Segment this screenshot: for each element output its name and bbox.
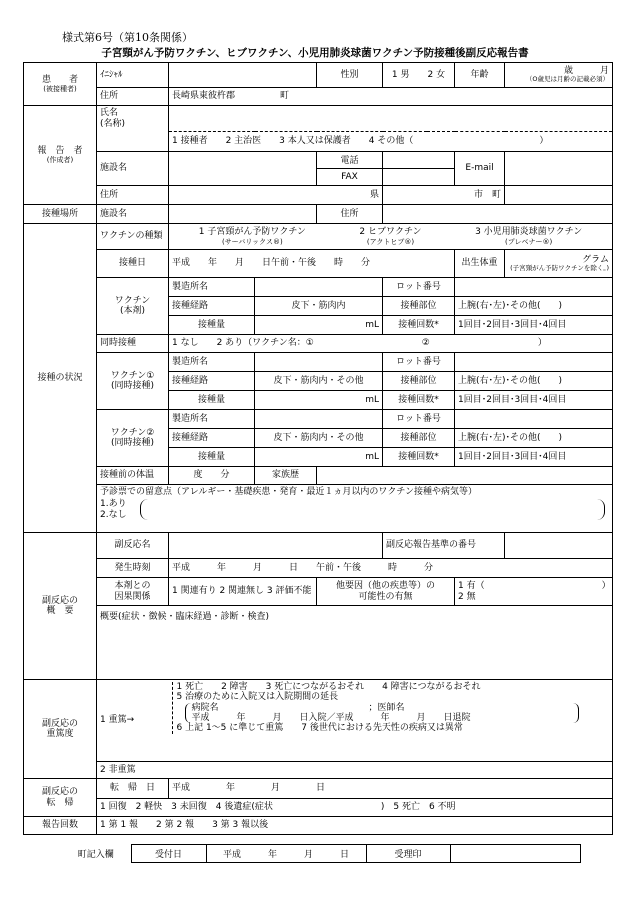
date-label: 接種日 <box>97 250 169 278</box>
summary-label: 概要(症状・徴候・臨床経過・診断・検査) <box>97 606 383 628</box>
received-date[interactable]: 平成 年 月 日 <box>206 845 366 863</box>
town-section <box>61 844 581 863</box>
severity-section: 副反応の 重篤度 <box>24 680 97 779</box>
sex-options[interactable]: 1 男 2 女 <box>383 63 455 88</box>
criteria-field[interactable] <box>505 533 613 559</box>
initial-label: ｲﾆｼｬﾙ <box>97 63 169 88</box>
non-serious-option[interactable]: 2 非重篤 <box>97 762 613 779</box>
vac2-site-field[interactable]: 上腕(右･左)･その他( ) <box>455 429 613 448</box>
vac2-maker-label: 製造所名 <box>169 410 255 429</box>
temp-label: 接種前の体温 <box>97 467 169 485</box>
stamp-label: 受理印 <box>366 845 450 863</box>
reporter-facility-field[interactable] <box>169 152 317 186</box>
page-title: 子宮頸がん予防ワクチン、ヒブワクチン、小児用肺炎球菌ワクチン予防接種後副反応報告書 <box>101 47 529 59</box>
notes-field[interactable]: 予診票での留意点（アレルギー・基礎疾患・発育・最近１ヵ月以内のワクチン接種や病気等） 1.あり 2.なし <box>97 485 613 533</box>
place-facility-field[interactable] <box>169 205 317 224</box>
report-count-label: 報告回数 <box>24 817 97 835</box>
other-cause-label: 他要因（他の疾患等）の 可能性の有無 <box>317 578 455 606</box>
outcome-date-field[interactable]: 平成 年 月 日 <box>169 779 613 799</box>
main-vaccine-label: ワクチン (本剤) <box>97 278 169 335</box>
vac2-maker-field[interactable] <box>255 410 383 429</box>
causal-label: 本剤との 因果関係 <box>97 578 169 606</box>
route-label: 接種経路 <box>169 297 255 316</box>
temp-field[interactable]: 度 分 <box>169 467 255 485</box>
other-cause-field[interactable]: 1 有（ ） 2 無 <box>455 578 613 606</box>
weight-label: 出生体重 <box>455 250 505 278</box>
reporter-facility-label: 施設名 <box>97 152 169 186</box>
age-label: 年齢 <box>455 63 505 88</box>
patient-address-field[interactable]: 長崎県東彼杵郡 町 <box>169 88 613 106</box>
vac2-count-field[interactable]: 1回目･2回目･3回目･4回目 <box>455 448 613 467</box>
form-number: 様式第6号（第10条関係） <box>62 31 193 44</box>
tel-label: 電話 <box>317 153 382 169</box>
vac2-lot-label: ロット番号 <box>383 410 455 429</box>
stamp-field[interactable] <box>450 845 580 863</box>
report-count-options[interactable]: 1 第 1 報 2 第 2 報 3 第 3 報以後 <box>97 817 613 835</box>
vac1-dose-label: 接種量 <box>169 391 255 410</box>
onset-field[interactable]: 平成 年 月 日 午前・午後 時 分 <box>169 559 613 578</box>
weight-field[interactable]: グラム (子宮頸がん予防ワクチンを除く。) <box>505 250 613 278</box>
vac1-site-field[interactable]: 上腕(右･左)･その他( ) <box>455 372 613 391</box>
causal-field[interactable]: 1 関連有り 2 関連無し 3 評価不能 <box>169 578 317 606</box>
serious-options[interactable]: 1 死亡 2 障害 3 死亡につながるおそれ 4 障害につながるおそれ 5 治療のために入院又は入院期間の延長 病院名 ；医師名 平成 年 月 日入院／平成 年 月 日退院 6 上記 1～5 に準じて重篤 7 後世代における先天性の疾病又は異常 <box>169 680 613 762</box>
vac1-route-label: 接種経路 <box>169 372 255 391</box>
place-address-field[interactable] <box>383 205 613 224</box>
serious-label: 1 重篤→ <box>97 680 169 762</box>
family-field[interactable] <box>317 467 613 485</box>
maker-label: 製造所名 <box>169 278 255 297</box>
vac2-dose-label: 接種量 <box>169 448 255 467</box>
outcome-options[interactable]: 1 回復 2 軽快 3 未回復 4 後遺症(症状 ) 5 死亡 6 不明 <box>97 799 613 817</box>
reaction-name-label: 副反応名 <box>97 533 169 559</box>
simul-field[interactable]: 1 なし 2 あり（ワクチン名：① ② ） <box>169 335 613 353</box>
tel-field[interactable] <box>383 153 454 169</box>
reporter-section: 報 告 者 (作成者) <box>24 106 97 205</box>
place-address-label: 住所 <box>317 205 383 224</box>
patient-address-label: 住所 <box>97 88 169 106</box>
email-field[interactable] <box>505 152 613 186</box>
vac2-route-label: 接種経路 <box>169 429 255 448</box>
status-section: 接種の状況 <box>24 224 97 533</box>
outcome-section: 副反応の 転 帰 <box>24 779 97 817</box>
vac1-maker-label: 製造所名 <box>169 353 255 372</box>
vac2-label: ワクチン② (同時接種) <box>97 410 169 467</box>
reaction-section: 副反応の 概 要 <box>24 533 97 680</box>
criteria-label: 副反応報告基準の番号 <box>383 533 505 559</box>
vac1-count-field[interactable]: 1回目･2回目･3回目･4回目 <box>455 391 613 410</box>
vac1-maker-field[interactable] <box>255 353 383 372</box>
patient-section: 患 者 (被接種者) <box>24 63 97 106</box>
onset-label: 発生時刻 <box>97 559 169 578</box>
route-field[interactable]: 皮下・筋肉内 <box>255 297 383 316</box>
sex-label: 性別 <box>317 63 383 88</box>
vac2-route-field[interactable]: 皮下・筋肉内・その他 <box>255 429 383 448</box>
reporter-name-label: 氏名 (名称) <box>97 106 169 132</box>
fax-label: FAX <box>341 171 358 182</box>
lot-field[interactable] <box>455 278 613 297</box>
site-field[interactable]: 上腕(右･左)･その他( ) <box>455 297 613 316</box>
vac1-route-field[interactable]: 皮下・筋肉内・その他 <box>255 372 383 391</box>
email-label: E-mail <box>455 152 505 186</box>
reporter-address-label: 住所 <box>97 186 169 205</box>
site-label: 接種部位 <box>383 297 455 316</box>
report-form <box>23 62 613 835</box>
maker-field[interactable] <box>255 278 383 297</box>
count-field[interactable]: 1回目･2回目･3回目･4回目 <box>455 316 613 335</box>
age-field[interactable]: 歳 月 （O歳児は月齢の記載必須） <box>505 63 613 88</box>
dose-label: 接種量 <box>169 316 255 335</box>
vac1-count-label: 接種回数* <box>383 391 455 410</box>
vac1-lot-label: ロット番号 <box>383 353 455 372</box>
place-facility-label: 施設名 <box>97 205 169 224</box>
family-label: 家族歴 <box>255 467 317 485</box>
initial-field[interactable] <box>169 63 317 88</box>
vac2-dose-field[interactable]: mL <box>255 448 383 467</box>
dose-field[interactable]: mL <box>255 316 383 335</box>
vac1-dose-field[interactable]: mL <box>255 391 383 410</box>
vac1-lot-field[interactable] <box>455 353 613 372</box>
reporter-pref[interactable]: 県 <box>169 186 383 205</box>
reporter-role-options[interactable]: 1 接種者 2 主治医 3 本人又は保護者 4 その他（ ） <box>169 132 613 152</box>
received-label: 受付日 <box>131 845 206 863</box>
outcome-date-label: 転 帰 日 <box>97 779 169 799</box>
summary-field[interactable] <box>97 628 613 680</box>
simul-label: 同時接種 <box>97 335 169 353</box>
lot-label: ロット番号 <box>383 278 455 297</box>
vaccine-type-label: ワクチンの種類 <box>97 224 169 250</box>
date-field[interactable]: 平成 年 月 日午前・午後 時 分 <box>169 250 455 278</box>
reporter-city[interactable]: 市 町 <box>383 186 505 205</box>
count-label: 接種回数* <box>383 316 455 335</box>
town-label: 町記入欄 <box>77 850 114 860</box>
vac1-label: ワクチン① (同時接種) <box>97 353 169 410</box>
place-section: 接種場所 <box>24 205 97 224</box>
reaction-name-field[interactable] <box>169 533 383 559</box>
vac2-site-label: 接種部位 <box>383 429 455 448</box>
vac1-site-label: 接種部位 <box>383 372 455 391</box>
vac2-count-label: 接種回数* <box>383 448 455 467</box>
reporter-name-field[interactable] <box>169 106 613 132</box>
vac2-lot-field[interactable] <box>455 410 613 429</box>
fax-field[interactable] <box>383 169 454 185</box>
vaccine-type-options[interactable]: 1 子宮頸がん予防ワクチン (サーバリックス®) 2 ヒブワクチン (アクトヒブ®) 3 小児用肺炎球菌ワクチン (プレベナー®) <box>169 224 613 250</box>
